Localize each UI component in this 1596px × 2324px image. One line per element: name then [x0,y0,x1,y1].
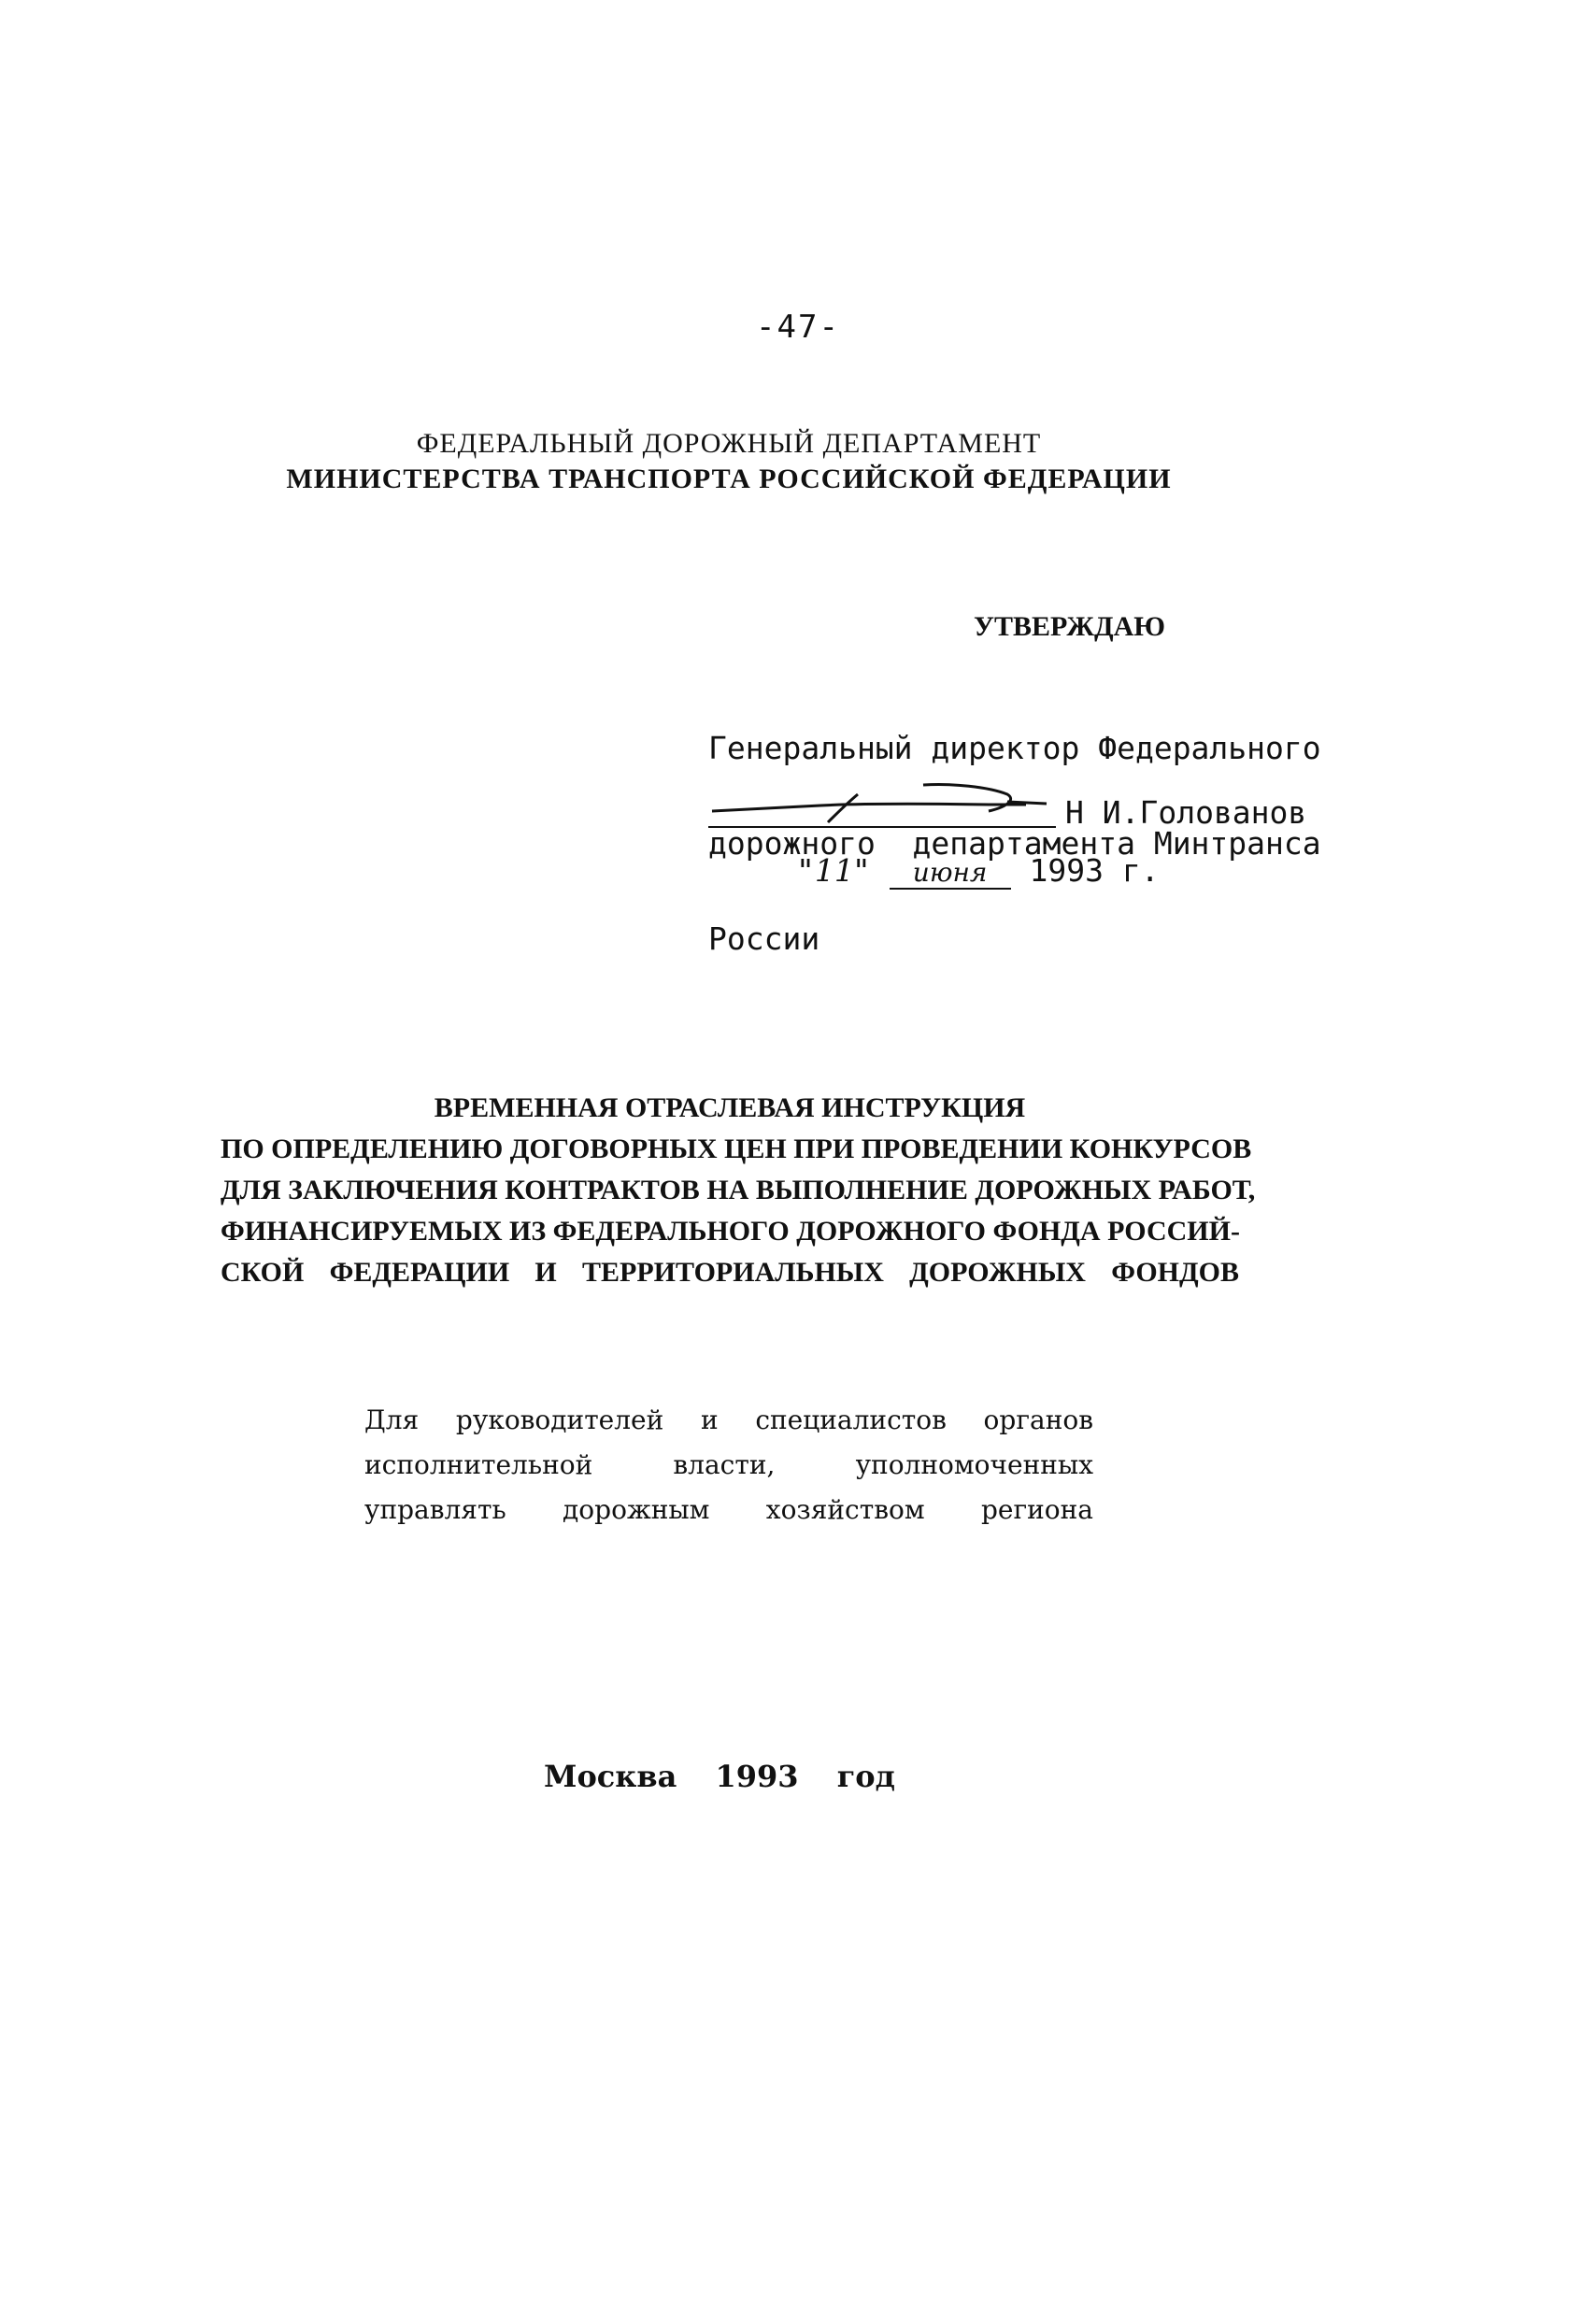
signature-line [708,826,1056,828]
handwritten-signature [708,766,1056,828]
audience-line: исполнительной власти, уполномоченных [364,1449,1093,1480]
organization-line-2: МИНИСТЕРСТВА ТРАНСПОРТА РОССИЙСКОЙ ФЕДЕРАЦИИ [286,463,1172,494]
page-number: -47- [756,308,840,346]
approver-position [708,669,1321,1019]
audience-note [364,1398,1093,1533]
document-title-line: ДЛЯ ЗАКЛЮЧЕНИЯ КОНТРАКТОВ НА ВЫПОЛНЕНИЕ ДОРОЖНЫХ РАБОТ, [221,1175,1256,1205]
date-open-quote: " [796,852,815,889]
document-title [221,1088,1256,1293]
date-year: 1993 г. [1029,852,1160,889]
approver-name: Н И.Голованов [1065,794,1307,831]
approval-title: УТВЕРЖДАЮ [974,611,1166,642]
document-title-line: СКОЙ ФЕДЕРАЦИИ И ТЕРРИТОРИАЛЬНЫХ ДОРОЖНЫХ ФОНДОВ [221,1257,1239,1288]
date-day: 11 [814,852,854,889]
document-title-line: ПО ОПРЕДЕЛЕНИЮ ДОГОВОРНЫХ ЦЕН ПРИ ПРОВЕДЕНИИ КОНКУРСОВ [221,1133,1252,1164]
approval-date [796,852,1160,890]
date-close-quote: " [851,852,871,889]
approver-position-line: Генеральный директор Федерального [708,730,1321,766]
publication-city: Москва [544,1759,677,1794]
audience-line: Для руководителей и специалистов органов [364,1404,1093,1435]
document-title-line: ВРЕМЕННАЯ ОТРАСЛЕВАЯ ИНСТРУКЦИЯ [434,1092,1026,1123]
approver-position-line: дорожного департамента Минтранса [708,825,1321,862]
publication-year: 1993 год [715,1759,895,1794]
audience-line: управлять дорожным хозяйством региона [364,1494,1093,1525]
publication-place-year [0,1759,1439,1794]
approver-position-line: России [708,920,820,957]
document-title-line: ФИНАНСИРУЕМЫХ ИЗ ФЕДЕРАЛЬНОГО ДОРОЖНОГО ФОНДА РОССИЙ- [221,1216,1240,1247]
organization-line-1: ФЕДЕРАЛЬНЫЙ ДОРОЖНЫЙ ДЕПАРТАМЕНТ [416,428,1042,459]
date-month: июня [890,857,1011,890]
